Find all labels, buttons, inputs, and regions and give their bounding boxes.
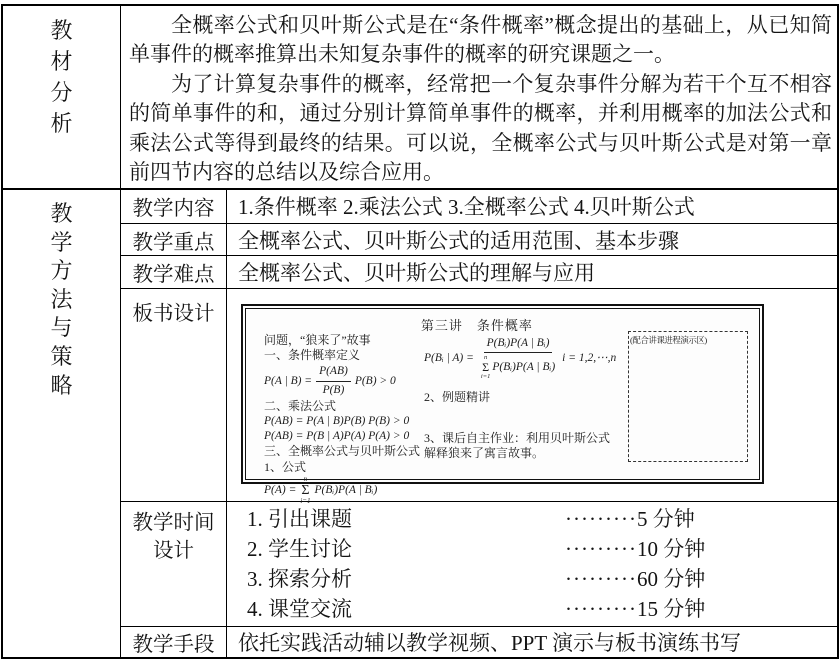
row-header-teaching-methods: [3, 190, 121, 657]
dot-leader: ·········: [565, 567, 637, 591]
header-char: 教: [50, 18, 73, 43]
row-teaching-content: [121, 190, 837, 224]
header-char: 材: [50, 49, 73, 74]
bayes-index-range: i = 1,2,⋯,n: [562, 351, 617, 364]
row-teaching-focus: [121, 224, 837, 257]
row-board-design: [121, 289, 837, 505]
time-design-list: [227, 502, 837, 626]
time-item-duration: 60 分钟: [636, 567, 706, 591]
dot-leader: ·········: [565, 537, 637, 561]
header-char: 略: [50, 372, 73, 398]
time-item: [247, 534, 837, 564]
row-teaching-means: [121, 627, 837, 657]
analysis-paragraph-1: 全概率公式和贝叶斯公式是在“条件概率”概念提出的基础上，从已知简单事件的概率推算出未知复杂事件的概率的研究课题之一。: [129, 13, 832, 67]
board-item-2: 2、例题精讲: [424, 389, 491, 404]
teaching-difficulty-label: 教学难点: [121, 256, 227, 288]
lesson-plan-table: [1, 4, 839, 659]
header-char: 分: [50, 80, 73, 105]
row-teaching-difficulty: [121, 256, 837, 289]
material-analysis-text: [121, 6, 837, 188]
board-design-label: 板书设计: [121, 289, 227, 501]
bayes-formula: P(Bᵢ | A) = P(Bᵢ)P(A | Bᵢ) n Σ i=1 P(Bᵢ)P(A | Bᵢ) i = 1,2,⋯,n: [424, 337, 617, 381]
time-item-name: 2. 学生讨论: [247, 537, 352, 561]
teaching-means-label: 教学手段: [121, 627, 227, 657]
board-item-3-line1: 3、课后自主作业：利用贝叶斯公式: [424, 430, 611, 445]
teaching-focus-label: 教学重点: [121, 224, 227, 256]
board-title: 第三讲 条件概率: [420, 318, 533, 334]
row-header-material-analysis: [3, 6, 121, 188]
board-section-1: 一、条件概率定义: [264, 348, 361, 363]
teaching-content-label: 教学内容: [121, 190, 227, 223]
dot-leader: ·········: [565, 597, 637, 621]
blackboard-frame: [245, 308, 760, 505]
multiplication-formula-1: P(AB) = P(A | B)P(B) P(B) > 0: [264, 415, 410, 428]
total-probability-formula: P(A) = n Σ i=1 P(Bᵢ)P(A | Bᵢ): [264, 474, 378, 505]
board-design-cell: [227, 289, 837, 505]
time-item: [247, 564, 837, 594]
time-item: [247, 594, 837, 624]
teaching-difficulty-value: 全概率公式、贝叶斯公式的理解与应用: [238, 261, 595, 286]
time-item-name: 3. 探索分析: [247, 567, 352, 591]
teaching-means-value: 依托实践活动辅以教学视频、PPT 演示与板书演练书写: [238, 631, 742, 655]
multiplication-formula-2: P(AB) = P(B | A)P(A) P(A) > 0: [264, 430, 410, 443]
header-char: 与: [50, 315, 73, 341]
time-item-name: 1. 引出课题: [247, 507, 352, 531]
sigma-symbol: n Σ i=1: [300, 474, 311, 505]
conditional-probability-formula: P(A | B) = $\frac{P(AB)}{P(B)}$ P(B) > 0: [264, 365, 396, 396]
time-item-name: 4. 课堂交流: [247, 597, 352, 621]
board-item-3-line2: 解释狼来了寓言故事。: [424, 445, 545, 460]
analysis-paragraph-2: 为了计算复杂事件的概率，经常把一个复杂事件分解为若干个互不相容的简单事件的和，通过分别计算简单事件的概率，并利用概率的加法公式和乘法公式等得到最终的结果。可以说，全概率公式与贝叶斯公式是对第一章前四节内容的总结以及综合应用。: [129, 71, 832, 185]
header-char: 方: [50, 258, 73, 284]
time-item-duration: 15 分钟: [636, 597, 706, 621]
teaching-focus-value: 全概率公式、贝叶斯公式的适用范围、基本步骤: [238, 228, 679, 253]
teaching-content-value: 1.条件概率 2.乘法公式 3.全概率公式 4.贝叶斯公式: [238, 195, 695, 220]
time-item-duration: 5 分钟: [636, 507, 695, 531]
header-char: 教: [50, 201, 73, 226]
board-middle-column: [424, 335, 632, 461]
time-item-duration: 10 分钟: [636, 537, 706, 561]
header-char: 析: [50, 111, 73, 136]
board-section-3: 三、全概率公式与贝叶斯公式: [264, 444, 421, 459]
demo-area-dashed-box: [628, 331, 748, 462]
board-subitem-1: 1、公式: [264, 459, 307, 474]
section-material-analysis: [3, 6, 837, 190]
section-teaching-methods: [3, 190, 837, 657]
header-char: 学: [50, 229, 73, 255]
board-question-line: 问题，“狼来了”故事: [264, 333, 371, 348]
blackboard-image: [241, 304, 764, 505]
demo-area-label: (配合讲课进程演示区): [630, 335, 707, 346]
time-item: [247, 504, 837, 534]
sigma-symbol: n Σ i=1: [480, 354, 491, 381]
board-section-2: 二、乘法公式: [264, 398, 337, 413]
header-char: 法: [50, 286, 73, 312]
time-design-label: 教学时间 设计: [121, 502, 227, 626]
row-time-design: [121, 502, 837, 627]
dot-leader: ·········: [565, 507, 637, 531]
header-char: 策: [50, 343, 73, 369]
